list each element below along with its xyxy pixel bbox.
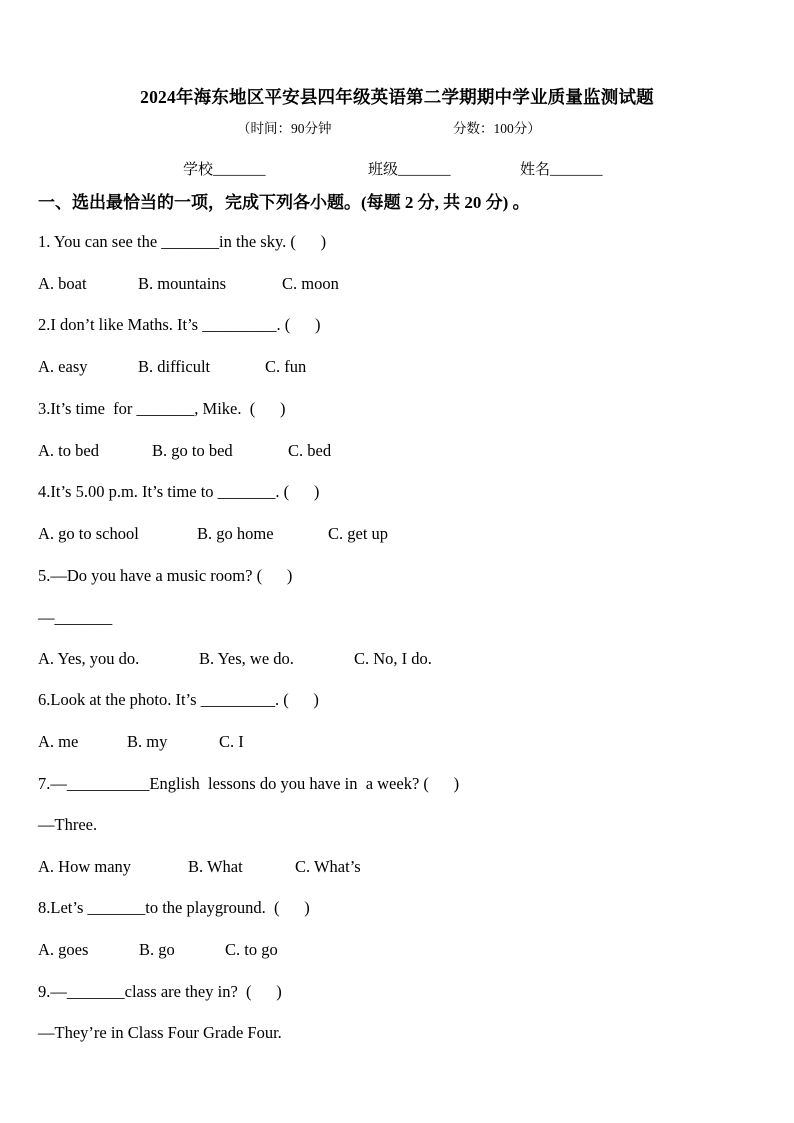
question-9: 9.—_______class are they in? ( )	[38, 982, 282, 1001]
option-a: A. to bed	[38, 441, 99, 460]
question-6: 6.Look at the photo. It’s _________. ( )	[38, 690, 319, 709]
option-c: C. moon	[282, 274, 339, 293]
question-9-reply: —They’re in Class Four Grade Four.	[38, 1023, 282, 1042]
class-field: 班级_______	[368, 162, 451, 178]
name-field: 姓名_______	[520, 162, 603, 178]
option-b: B. What	[188, 857, 243, 876]
option-c: C. I	[219, 732, 244, 751]
option-c: C. get up	[328, 524, 389, 543]
exam-time: （时间：90分钟	[237, 121, 332, 136]
school-field: 学校_______	[183, 162, 266, 178]
option-b: B. mountains	[138, 274, 227, 293]
option-a: A. go to school	[38, 524, 139, 543]
question-1: 1. You can see the _______in the sky. ( )	[38, 232, 327, 251]
exam-title: 2024年海东地区平安县四年级英语第二学期期中学业质量监测试题	[140, 87, 654, 107]
question-2: 2.I don’t like Maths. It’s _________. ( )	[38, 315, 321, 334]
question-5: 5.—Do you have a music room? ( )	[38, 566, 293, 585]
option-c: C. to go	[225, 940, 278, 959]
option-b: B. difficult	[138, 357, 211, 376]
question-7-reply: —Three.	[38, 815, 98, 834]
question-7: 7.—__________English lessons do you have in a week? ( )	[38, 774, 460, 793]
option-a: A. me	[38, 732, 79, 751]
question-3: 3.It’s time for _______, Mike. ( )	[38, 399, 286, 418]
option-b: B. go	[139, 940, 175, 959]
option-a: A. How many	[38, 857, 132, 876]
option-a: A. easy	[38, 357, 88, 376]
exam-score: 分数：100分）	[453, 121, 541, 136]
option-a: A. boat	[38, 274, 87, 293]
option-c: C. What’s	[295, 857, 361, 876]
option-b: B. go home	[197, 524, 274, 543]
question-5-reply: —_______	[38, 608, 113, 627]
option-c: C. bed	[288, 441, 332, 460]
option-c: C. fun	[265, 357, 307, 376]
option-b: B. my	[127, 732, 168, 751]
option-b: B. go to bed	[152, 441, 233, 460]
section-heading: 一、选出最恰当的一项，完成下列各小题。(每题 2 分, 共 20 分) 。	[38, 193, 530, 212]
option-a: A. goes	[38, 940, 89, 959]
question-4: 4.It’s 5.00 p.m. It’s time to _______. ( )	[38, 482, 320, 501]
option-a: A. Yes, you do.	[38, 649, 140, 668]
option-c: C. No, I do.	[354, 649, 432, 668]
option-b: B. Yes, we do.	[199, 649, 294, 668]
question-8: 8.Let’s _______to the playground. ( )	[38, 898, 310, 917]
